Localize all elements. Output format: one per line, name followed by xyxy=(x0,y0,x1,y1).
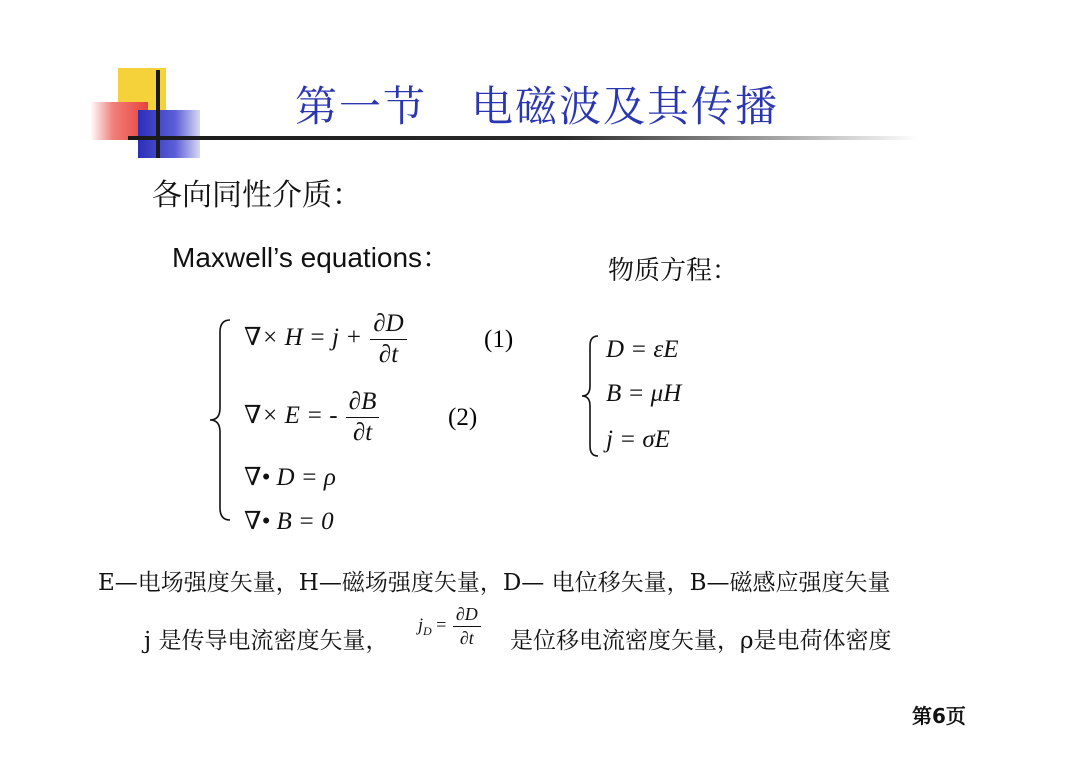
equation-1-lhs: ∇× H = j + xyxy=(244,324,363,352)
material-equations-label: 物质方程： xyxy=(608,256,739,286)
equation-2-denominator: ∂t xyxy=(352,419,373,446)
equation-1-denominator: ∂t xyxy=(378,341,399,368)
maxwell-equation-3: ∇• D = ρ xyxy=(244,464,336,491)
equation-2-number: (2) xyxy=(448,404,478,431)
equation-2-numerator: ∂B xyxy=(346,388,380,418)
definitions-line-2-prefix: j 是传导电流密度矢量， xyxy=(144,628,389,654)
maxwell-equation-4: ∇• B = 0 xyxy=(244,508,334,535)
material-equation-3: j = σE xyxy=(606,426,670,453)
slide-title: 第一节 电磁波及其传播 xyxy=(295,82,780,131)
equation-1-numerator: ∂D xyxy=(370,310,406,340)
definitions-line-1: E—电场强度矢量，H—磁场强度矢量，D— 电位移矢量，B—磁感应强度矢量 xyxy=(98,570,891,596)
right-brace xyxy=(578,334,604,458)
jd-numerator: ∂D xyxy=(453,604,481,627)
logo-blue-block xyxy=(138,110,200,158)
jd-symbol: j xyxy=(418,614,424,635)
title-underline-rule xyxy=(128,136,918,140)
jd-fraction xyxy=(453,604,481,649)
jd-denominator: ∂t xyxy=(459,628,474,648)
section-heading: 各向同性介质： xyxy=(152,178,362,213)
logo-vertical-rule xyxy=(156,70,160,158)
equation-2-lhs: ∇× E = - xyxy=(244,402,338,430)
maxwell-equation-1 xyxy=(244,310,409,369)
material-equation-2: B = μH xyxy=(606,380,682,407)
left-brace xyxy=(206,318,236,522)
definitions-line-2-suffix: 是位移电流密度矢量，ρ是电荷体密度 xyxy=(510,628,892,654)
maxwell-label: Maxwell’s equations： xyxy=(172,242,451,273)
jd-subscript: D xyxy=(423,624,432,639)
equation-2-fraction xyxy=(346,388,380,447)
maxwell-equation-2 xyxy=(244,388,381,447)
page-number: 第6页 xyxy=(912,704,966,728)
equation-1-number: (1) xyxy=(484,326,514,353)
material-equation-1: D = εE xyxy=(606,336,679,363)
displacement-current-formula xyxy=(418,604,483,649)
equation-1-fraction xyxy=(370,310,406,369)
jd-equals: = xyxy=(436,614,447,635)
